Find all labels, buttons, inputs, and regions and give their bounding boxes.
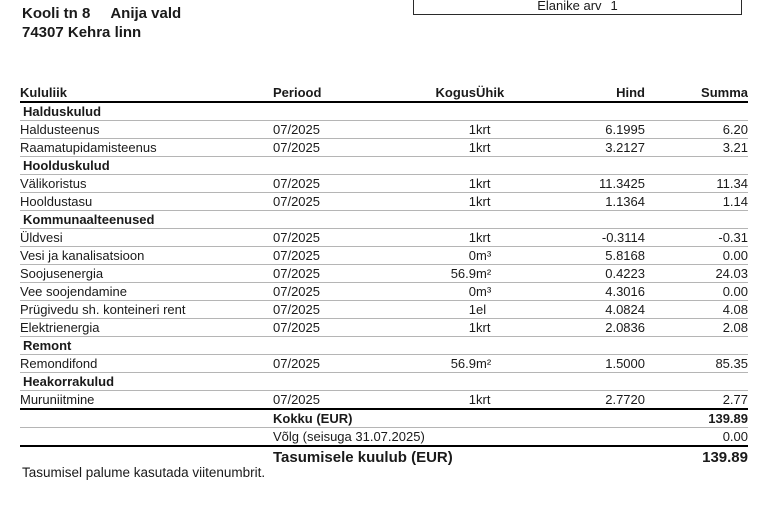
cell-qty: 1	[430, 391, 476, 410]
cell-qty: 56.9	[430, 265, 476, 283]
table-row	[20, 265, 748, 283]
total-row-volg	[20, 428, 748, 447]
category-label: Remont	[20, 337, 748, 355]
cell-period: 07/2025	[273, 283, 430, 301]
cell-unit: krt	[476, 319, 538, 337]
category-row	[20, 102, 748, 121]
category-row	[20, 211, 748, 229]
table-row	[20, 301, 748, 319]
cell-unit: el	[476, 301, 538, 319]
table-row	[20, 355, 748, 373]
cell-qty: 1	[430, 193, 476, 211]
col-header-hind: Hind	[538, 84, 645, 102]
table-row	[20, 247, 748, 265]
empty-cell	[20, 428, 273, 447]
invoice-table	[20, 84, 748, 469]
cell-name: Üldvesi	[20, 229, 273, 247]
cell-qty: 1	[430, 175, 476, 193]
cell-price: 0.4223	[538, 265, 645, 283]
cell-sum: -0.31	[645, 229, 748, 247]
category-label: Heakorrakulud	[20, 373, 748, 391]
cell-sum: 85.35	[645, 355, 748, 373]
cell-unit: m²	[476, 265, 538, 283]
cell-unit: krt	[476, 121, 538, 139]
cell-period: 07/2025	[273, 301, 430, 319]
cell-sum: 0.00	[645, 283, 748, 301]
cell-name: Vesi ja kanalisatsioon	[20, 247, 273, 265]
cell-name: Muruniitmine	[20, 391, 273, 410]
cell-unit: m³	[476, 283, 538, 301]
cell-period: 07/2025	[273, 121, 430, 139]
cell-qty: 1	[430, 139, 476, 157]
cell-price: 2.7720	[538, 391, 645, 410]
kokku-label: Kokku (EUR)	[273, 409, 645, 428]
category-row	[20, 157, 748, 175]
category-label: Halduskulud	[20, 102, 748, 121]
col-header-kogus: Kogus	[430, 84, 476, 102]
cell-qty: 1	[430, 229, 476, 247]
cell-name: Hooldustasu	[20, 193, 273, 211]
category-label: Kommunaalteenused	[20, 211, 748, 229]
table-row	[20, 175, 748, 193]
col-header-uhik: Ühik	[476, 84, 538, 102]
cell-name: Prügivedu sh. konteineri rent	[20, 301, 273, 319]
col-header-kululiik: Kululiik	[20, 84, 273, 102]
cell-name: Vee soojendamine	[20, 283, 273, 301]
cell-name: Elektrienergia	[20, 319, 273, 337]
table-row	[20, 121, 748, 139]
kokku-value: 139.89	[645, 409, 748, 428]
cell-sum: 4.08	[645, 301, 748, 319]
category-label: Hoolduskulud	[20, 157, 748, 175]
cell-name: Haldusteenus	[20, 121, 273, 139]
col-header-periood: Periood	[273, 84, 430, 102]
cell-price: -0.3114	[538, 229, 645, 247]
cell-price: 3.2127	[538, 139, 645, 157]
cell-price: 4.3016	[538, 283, 645, 301]
volg-value: 0.00	[645, 428, 748, 447]
table-row	[20, 319, 748, 337]
cell-period: 07/2025	[273, 319, 430, 337]
cell-name: Soojusenergia	[20, 265, 273, 283]
cell-qty: 0	[430, 283, 476, 301]
cell-sum: 0.00	[645, 247, 748, 265]
cell-sum: 2.77	[645, 391, 748, 410]
table-row	[20, 139, 748, 157]
cell-qty: 0	[430, 247, 476, 265]
cell-qty: 56.9	[430, 355, 476, 373]
municipality: Anija vald	[110, 5, 182, 22]
cell-sum: 6.20	[645, 121, 748, 139]
cell-name: Välikoristus	[20, 175, 273, 193]
cell-period: 07/2025	[273, 229, 430, 247]
cell-unit: krt	[476, 175, 538, 193]
address-line-2: 74307 Kehra linn	[22, 24, 142, 41]
cell-sum: 3.21	[645, 139, 748, 157]
cell-name: Remondifond	[20, 355, 273, 373]
total-row-kokku	[20, 409, 748, 428]
cell-qty: 1	[430, 301, 476, 319]
table-row	[20, 193, 748, 211]
cell-period: 07/2025	[273, 265, 430, 283]
address-line-1	[22, 4, 181, 23]
cell-qty: 1	[430, 319, 476, 337]
cell-period: 07/2025	[273, 391, 430, 410]
street-address: Kooli tn 8	[22, 5, 91, 22]
reference-number-note: Tasumisel palume kasutada viitenumbrit.	[22, 465, 266, 480]
cell-period: 07/2025	[273, 247, 430, 265]
residents-value: 1	[610, 0, 618, 13]
cell-price: 1.5000	[538, 355, 645, 373]
table-header-row	[20, 84, 748, 102]
empty-cell	[20, 409, 273, 428]
residents-count-box	[413, 0, 742, 15]
table-row	[20, 391, 748, 410]
residents-label: Elanike arv	[537, 0, 602, 13]
volg-label: Võlg (seisuga 31.07.2025)	[273, 428, 645, 447]
cell-price: 11.3425	[538, 175, 645, 193]
residents-count-text	[414, 0, 741, 13]
cell-sum: 11.34	[645, 175, 748, 193]
cell-price: 2.0836	[538, 319, 645, 337]
col-header-summa: Summa	[645, 84, 748, 102]
cell-sum: 2.08	[645, 319, 748, 337]
cell-unit: krt	[476, 139, 538, 157]
cell-sum: 1.14	[645, 193, 748, 211]
cell-unit: krt	[476, 391, 538, 410]
cell-sum: 24.03	[645, 265, 748, 283]
cell-period: 07/2025	[273, 175, 430, 193]
cell-period: 07/2025	[273, 139, 430, 157]
cell-price: 6.1995	[538, 121, 645, 139]
cell-unit: m³	[476, 247, 538, 265]
recipient-address	[22, 4, 181, 42]
cell-qty: 1	[430, 121, 476, 139]
table-row	[20, 229, 748, 247]
cell-unit: krt	[476, 193, 538, 211]
cell-period: 07/2025	[273, 193, 430, 211]
cell-price: 4.0824	[538, 301, 645, 319]
category-row	[20, 337, 748, 355]
due-value: 139.89	[702, 449, 748, 466]
cell-period: 07/2025	[273, 355, 430, 373]
cell-name: Raamatupidamisteenus	[20, 139, 273, 157]
cell-price: 5.8168	[538, 247, 645, 265]
cell-unit: krt	[476, 229, 538, 247]
cell-unit: m²	[476, 355, 538, 373]
table-row	[20, 283, 748, 301]
cell-price: 1.1364	[538, 193, 645, 211]
category-row	[20, 373, 748, 391]
due-label: Tasumisele kuulub (EUR)	[273, 449, 453, 466]
